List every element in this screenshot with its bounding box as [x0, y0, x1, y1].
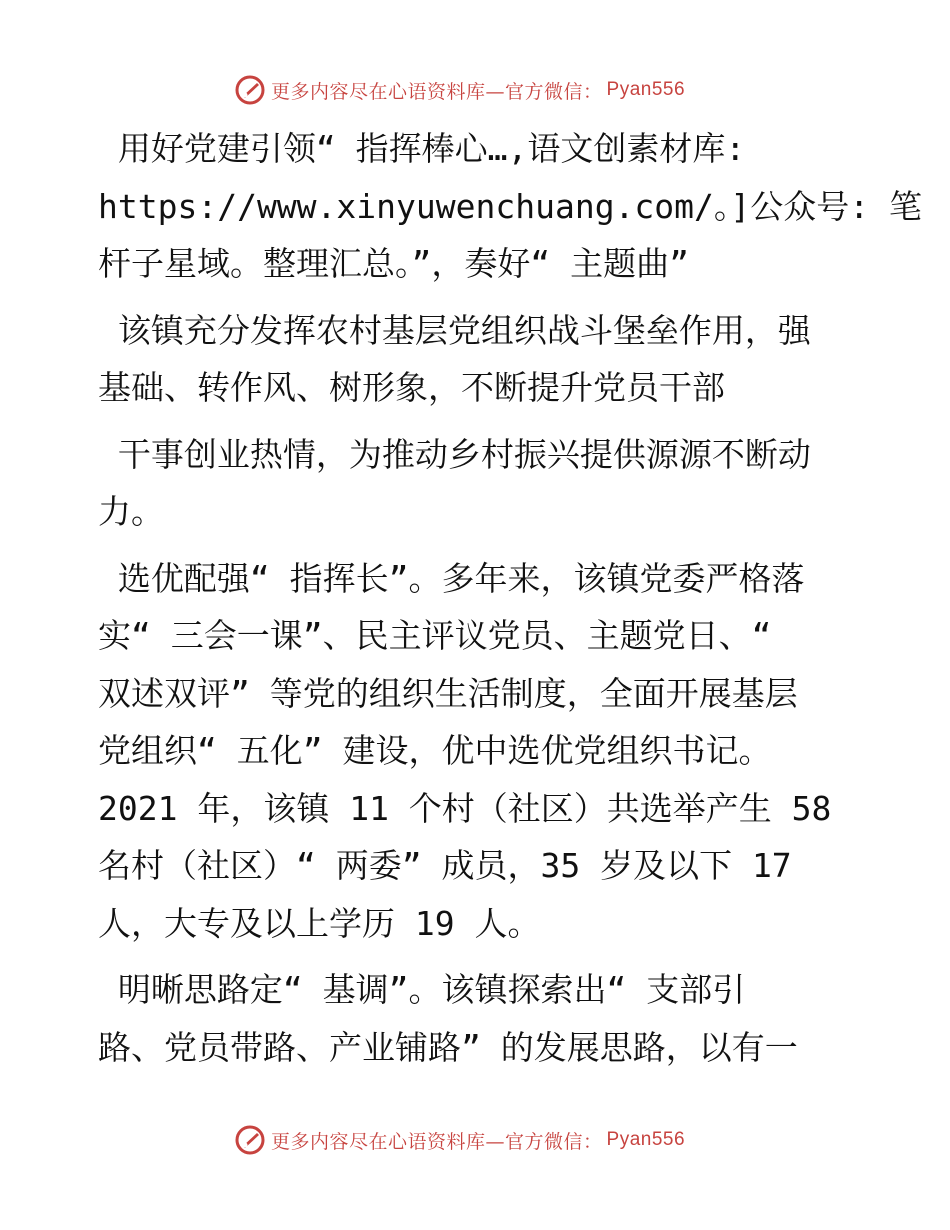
text-line: 人，大专及以上学历 19 人。 — [98, 903, 541, 943]
text-line: 路、党员带路、产业铺路” 的发展思路，以有一 — [98, 1027, 798, 1067]
paragraph — [98, 550, 858, 953]
paragraph — [98, 961, 858, 1076]
watermark-text: 更多内容尽在心语资料库—官方微信： — [271, 1130, 603, 1153]
header-watermark — [234, 72, 685, 108]
text-line: 基础、转作风、树形象，不断提升党员干部 — [98, 368, 725, 407]
text-line: 2021 年，该镇 11 个村（社区）共选举产生 58 — [98, 788, 832, 828]
text-line: 干事创业热情，为推动乡村振兴提供源源不断动 — [98, 434, 811, 474]
text-line: 双述双评” 等党的组织生活制度，全面开展基层 — [98, 673, 798, 713]
text-line: 杆子星域。整理汇总。”，奏好“ 主题曲” — [98, 244, 689, 283]
logo-icon — [234, 74, 266, 106]
paragraph — [98, 120, 923, 293]
paragraph — [98, 302, 858, 417]
watermark-text: 更多内容尽在心语资料库—官方微信： — [271, 80, 603, 103]
text-line: 实“ 三会一课”、民主评议党员、主题党日、“ — [98, 616, 772, 655]
watermark-id: Pyan556 — [606, 79, 686, 100]
text-line: 党组织“ 五化” 建设，优中选优党组织书记。 — [98, 731, 772, 770]
text-line: https://www.xinyuwenchuang.com/。]公众号: 笔 — [98, 186, 923, 226]
text-line: 名村（社区）“ 两委” 成员，35 岁及以下 17 — [98, 846, 792, 885]
document-body — [98, 120, 923, 1085]
text-line: 明晰思路定“ 基调”。该镇探索出“ 支部引 — [98, 970, 746, 1009]
text-line: 选优配强“ 指挥长”。多年来，该镇党委严格落 — [98, 558, 805, 598]
text-line: 该镇充分发挥农村基层党组织战斗堡垒作用，强 — [98, 310, 811, 350]
footer-watermark — [234, 1122, 685, 1158]
logo-icon — [234, 1124, 266, 1156]
watermark-id: Pyan556 — [606, 1129, 686, 1150]
text-line: 力。 — [98, 492, 164, 531]
paragraph — [98, 426, 858, 541]
text-line: 用好党建引领“ 指挥棒心…,语文创素材库: — [98, 129, 746, 168]
